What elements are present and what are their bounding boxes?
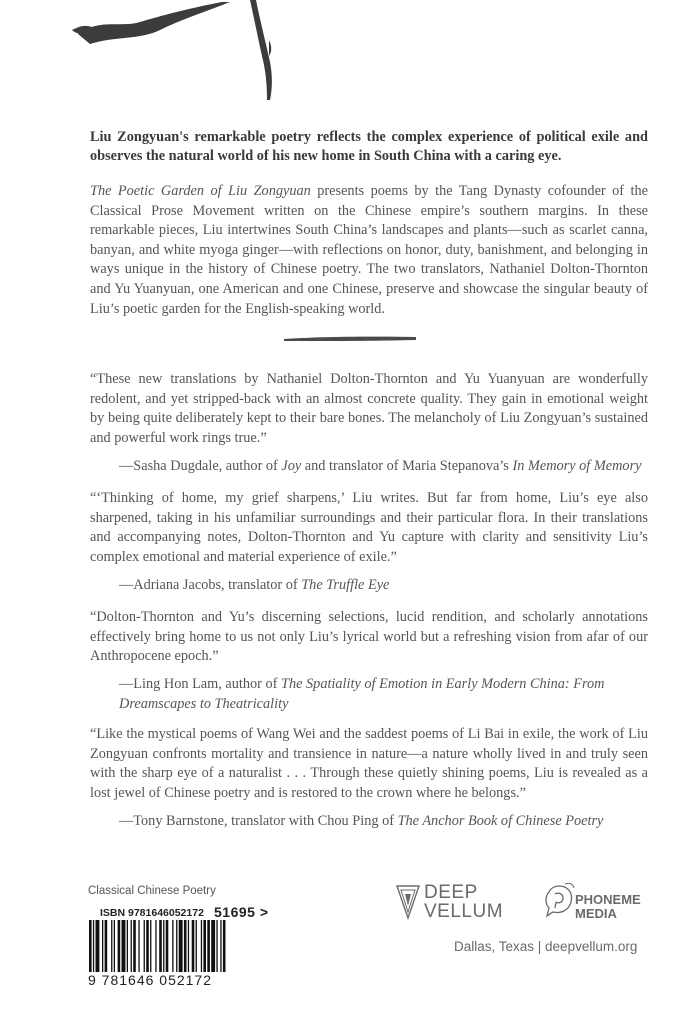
- barcode-bar: [179, 920, 183, 972]
- work-title: The Anchor Book of Chinese Poetry: [397, 813, 604, 829]
- work-title: Joy: [281, 458, 302, 474]
- barcode-bar: [188, 920, 189, 972]
- barcode-bar: [133, 920, 136, 972]
- attribution-text: —Sasha Dugdale, author of: [119, 458, 282, 474]
- blurb-quote-2: “‘Thinking of home, my grief sharpens,’ Liu writes. But far from home, Liu’s eye also sharpened, taking in his unfamiliar surroundings and their particular flora. In their translations and accompanying notes, Dolton-Thornton and Yu capture with clarity and sensitivity Liu’s complex emotional and material experience of exile.”: [90, 490, 648, 565]
- work-title: The Spatiality of Emotion in Early Modern China: From Dreamscapes to Theatricality: [119, 676, 605, 712]
- barcode-bar: [163, 920, 164, 972]
- attribution-text: —Tony Barnstone, translator with Chou Ping of: [119, 813, 398, 829]
- summary-text: Liu Zongyuan's remarkable poetry reflects the complex experience of political exile and observes the natural world of his new home in South China with a caring eye.: [90, 129, 648, 164]
- description-paragraph: [90, 182, 648, 319]
- barcode-bar: [196, 920, 197, 972]
- blurb-quote-3: “Dolton-Thornton and Yu’s discerning selections, lucid rendition, and scholarly annotations effectively bring home to us not only Liu’s lyrical world but a refreshing vision from afar of our Anthropocene epoch.”: [90, 609, 648, 665]
- barcode-bar: [216, 920, 217, 972]
- brush-divider-icon: [282, 333, 418, 343]
- barcode-bar: [118, 920, 121, 972]
- barcode-bar: [93, 920, 94, 972]
- phoneme-line1: PHONEME: [575, 892, 641, 907]
- description-text: presents poems by the Tang Dynasty cofounder of the Classical Prose Movement written on the Chinese empire’s southern margins. In these remarkable pieces, Liu intertwines South China’s landscapes and plants—such as scarlet canna, banyan, and white myoga ginger—with reflections on honor, duty, banishment, and belonging in ways unique in the history of Chinese poetry. The two translators, Nathaniel Dolton-Thornton and Yu Yuanyuan, one American and one Chinese, preserve and showcase the singular beauty of Liu’s poetic garden for the English-speaking world.: [90, 183, 648, 317]
- isbn-barcode: [88, 920, 274, 972]
- deep-vellum-line2: VELLUM: [424, 901, 504, 922]
- barcode-bar: [114, 920, 115, 972]
- phoneme-line2: MEDIA: [575, 906, 617, 921]
- blurb-attribution-3: [119, 675, 619, 714]
- attribution-text: —Adriana Jacobs, translator of: [119, 577, 302, 593]
- barcode-bar: [176, 920, 177, 972]
- barcode-bar: [96, 920, 100, 972]
- barcode-bar: [155, 920, 156, 972]
- barcode-bar: [201, 920, 202, 972]
- barcode-digits: 9 781646 052172: [88, 972, 212, 988]
- work-title: In Memory of Memory: [512, 458, 642, 474]
- publisher-contact: Dallas, Texas | deepvellum.org: [454, 939, 638, 954]
- barcode-bar: [111, 920, 112, 972]
- barcode-bar: [102, 920, 103, 972]
- attribution-text: —Ling Hon Lam, author of: [119, 676, 281, 692]
- phoneme-media-wordmark: [575, 893, 641, 921]
- brush-stroke-icon: [60, 0, 290, 110]
- blurb-attribution-2: [119, 576, 649, 596]
- barcode-bar: [166, 920, 169, 972]
- deep-vellum-wordmark: [424, 883, 503, 921]
- barcode-bar: [138, 920, 139, 972]
- barcode-bar: [127, 920, 128, 972]
- barcode-bar: [144, 920, 145, 972]
- barcode-bar: [146, 920, 149, 972]
- barcode-bar: [192, 920, 195, 972]
- barcode-bar: [131, 920, 132, 972]
- blurb-attribution-4: [119, 812, 649, 832]
- barcode-bar: [159, 920, 162, 972]
- price-code: 51695 >: [214, 904, 269, 920]
- barcode-bar: [105, 920, 108, 972]
- book-title: The Poetic Garden of Liu Zongyuan: [90, 183, 311, 199]
- barcode-bar: [172, 920, 173, 972]
- barcode-bar: [203, 920, 206, 972]
- attribution-text: and translator of Maria Stepanova’s: [301, 458, 513, 474]
- work-title: The Truffle Eye: [301, 577, 390, 593]
- barcode-bar: [184, 920, 187, 972]
- barcode-bar: [211, 920, 215, 972]
- isbn-label: ISBN 9781646052172: [100, 907, 204, 919]
- deep-vellum-logo-icon: [396, 884, 420, 920]
- barcode-bar: [150, 920, 151, 972]
- genre-label: Classical Chinese Poetry: [88, 885, 216, 897]
- blurb-quote-1: “These new translations by Nathaniel Dolton-Thornton and Yu Yuanyuan are wonderfully redolent, and yet stripped-back with an almost concrete quality. They gain in emotional weight by being quite deliberately kept to their bare bones. The melancholy of Liu Zongyuan’s sustained and powerful work rings true.”: [90, 371, 648, 446]
- blurb-attribution-1: [119, 457, 649, 477]
- barcode-bar: [207, 920, 210, 972]
- barcode-bar: [122, 920, 126, 972]
- barcode-bar: [220, 920, 221, 972]
- phoneme-media-logo-icon: [541, 880, 577, 920]
- barcode-bar: [223, 920, 226, 972]
- deep-vellum-line1: DEEP: [424, 882, 478, 903]
- blurb-quote-4: “Like the mystical poems of Wang Wei and the saddest poems of Li Bai in exile, the work of Liu Zongyuan confronts mortality and transience in nature—a nature wholly lived in and truly seen with the sharp eye of a naturalist . . . Through these quietly shining poems, Liu is revealed as a lost jewel of Chinese poetry and is restored to the crown where he belongs.”: [90, 726, 648, 801]
- barcode-bar: [89, 920, 92, 972]
